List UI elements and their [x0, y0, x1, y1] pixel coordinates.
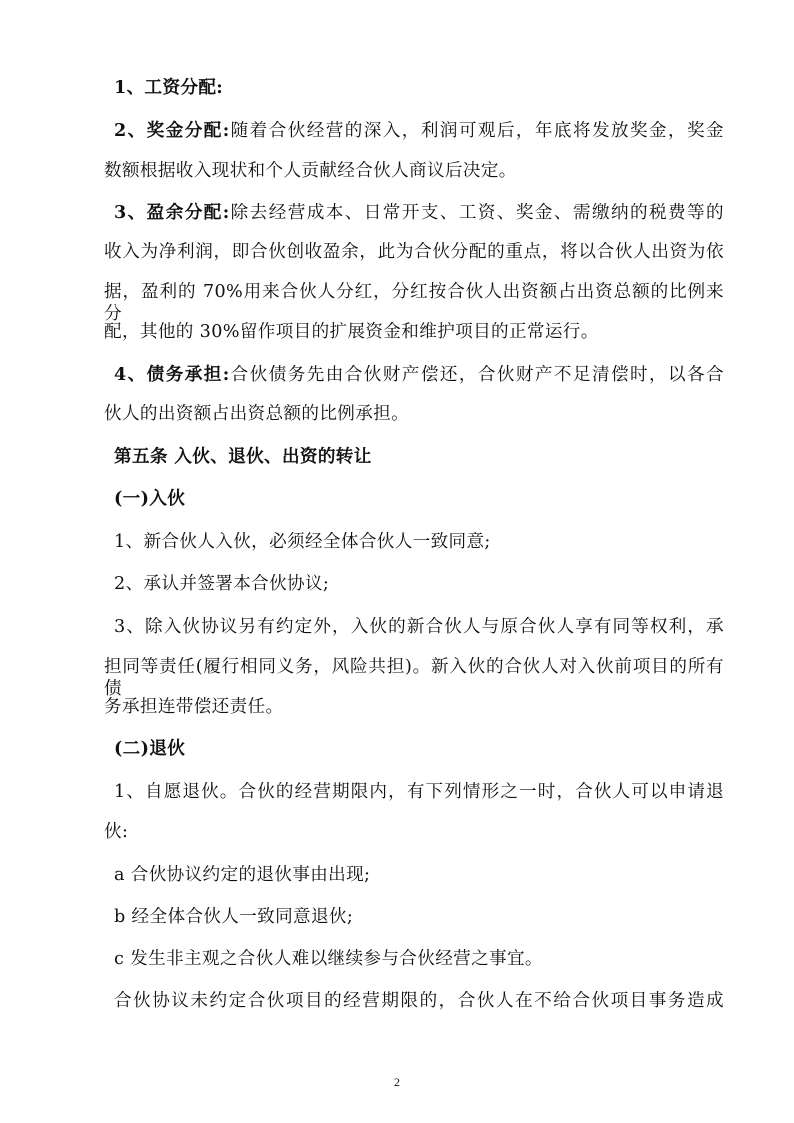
line-text: b 经全体合伙人一致同意退伙;	[114, 907, 354, 927]
clause-label: 4、债务承担:	[114, 364, 230, 385]
clause-wage-distribution	[114, 77, 724, 99]
clause-surplus-distribution	[114, 202, 724, 224]
list-item	[114, 864, 724, 886]
list-item	[114, 573, 724, 595]
line-text: c 发生非主观之合伙人难以继续参与合伙经营之事宜。	[114, 949, 543, 969]
heading-text: (一)入伙	[114, 488, 186, 509]
line-text: 务承担连带偿还责任。	[104, 697, 284, 717]
line-text: 1、新合伙人入伙，必须经全体合伙人一致同意;	[114, 532, 491, 552]
heading-text: 第五条 入伙、退伙、出资的转让	[114, 446, 372, 467]
clause-text: 随着合伙经营的深入，利润可观后，年底将发放奖金，奖金	[229, 121, 724, 141]
paragraph-line	[104, 281, 724, 325]
line-text: 收入为净利润，即合伙创收盈余，此为合伙分配的重点，将以合伙人出资为依	[104, 242, 724, 262]
clause-text: 合伙债务先由合伙财产偿还，合伙财产不足清偿时，以各合	[229, 365, 724, 385]
list-item	[114, 781, 724, 803]
line-text: 合伙协议未约定合伙项目的经营期限的，合伙人在不给合伙项目事务造成	[114, 991, 724, 1011]
clause-bonus-distribution	[114, 120, 724, 142]
list-item	[114, 948, 724, 970]
section-withdrawal-heading	[114, 738, 724, 760]
list-item	[114, 531, 724, 553]
clause-text: 除去经营成本、日常开支、工资、奖金、需缴纳的税费等的	[229, 203, 724, 223]
clause-label: 3、盈余分配:	[114, 202, 230, 223]
paragraph-line	[104, 696, 724, 718]
line-text: 数额根据收入现状和个人贡献经合伙人商议后决定。	[104, 161, 517, 181]
line-text: 2、承认并签署本合伙协议;	[114, 574, 330, 594]
heading-text: (二)退伙	[114, 738, 186, 759]
paragraph-line	[104, 656, 724, 700]
article-five-heading	[114, 446, 724, 468]
line-text: 伙:	[104, 822, 129, 842]
paragraph-line	[104, 821, 724, 843]
line-text: 3、除入伙协议另有约定外，入伙的新合伙人与原合伙人享有同等权利，承	[114, 617, 724, 637]
line-text: 配，其他的 30%留作项目的扩展资金和维护项目的正常运行。	[104, 322, 599, 342]
paragraph-line	[104, 241, 724, 263]
list-item	[114, 906, 724, 928]
list-item	[114, 616, 724, 638]
line-text: 伙人的出资额占出资总额的比例承担。	[104, 404, 410, 424]
line-text: 据，盈利的 70%用来合伙人分红，分红按合伙人出资额占出资总额的比例来分	[104, 282, 724, 324]
line-text: a 合伙协议约定的退伙事由出现;	[114, 865, 371, 885]
paragraph-line	[114, 990, 724, 1012]
clause-debt-bearing	[114, 364, 724, 386]
paragraph-line	[104, 403, 724, 425]
line-text: 担同等责任(履行相同义务，风险共担)。新入伙的合伙人对入伙前项目的所有债	[104, 657, 724, 699]
clause-label: 1、工资分配:	[114, 77, 224, 98]
paragraph-line	[104, 321, 724, 343]
clause-label: 2、奖金分配:	[114, 120, 230, 141]
page-number: 2	[394, 1075, 400, 1089]
paragraph-line	[104, 160, 724, 182]
section-joining-heading	[114, 488, 724, 510]
line-text: 1、自愿退伙。合伙的经营期限内，有下列情形之一时，合伙人可以申请退	[114, 782, 724, 802]
